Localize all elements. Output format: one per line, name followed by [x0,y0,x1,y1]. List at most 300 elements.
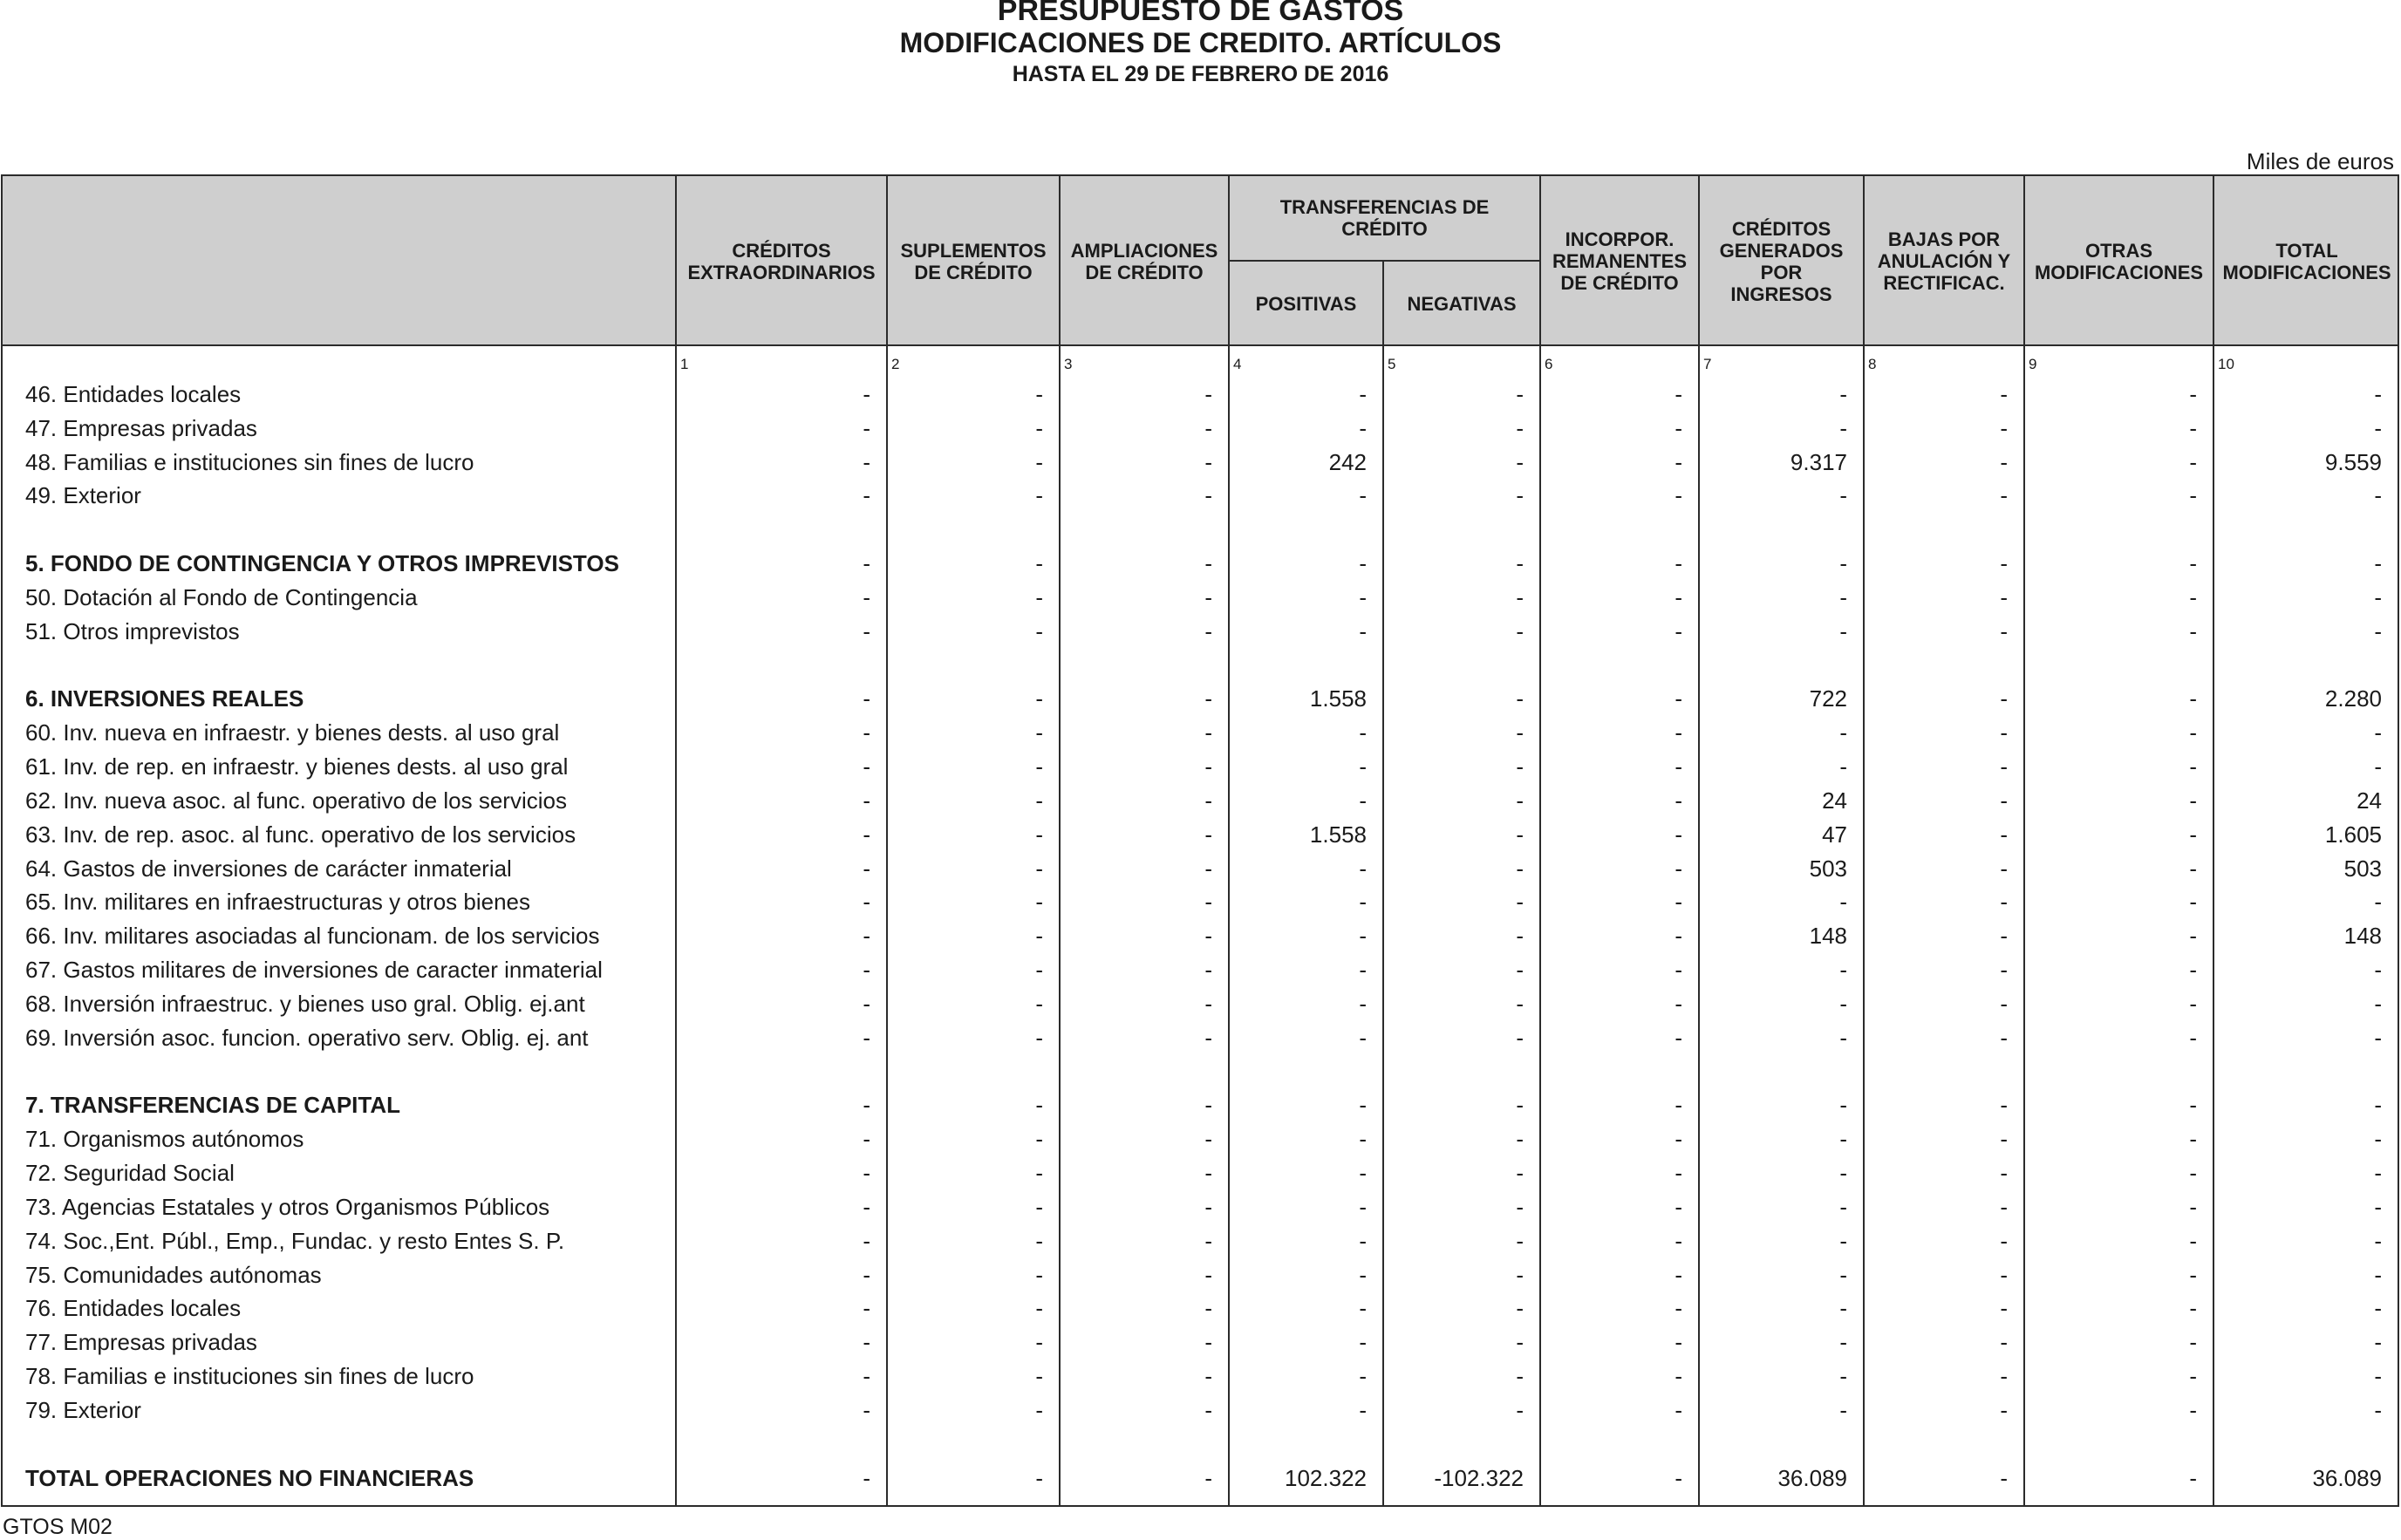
column-number: 5 [1388,356,1396,372]
value-cell: - [1359,787,1367,814]
value-cell: - [1675,1363,1682,1389]
value-cell: - [1839,415,1847,441]
table-header [3,176,2398,346]
value-cell: - [1035,685,1043,712]
value-cell: - [1839,550,1847,576]
value-cell: - [2000,1228,2008,1254]
value-cell: - [1516,1160,1524,1186]
value-cell: - [1516,991,1524,1017]
value-cell: 242 [1328,449,1367,475]
value-cell: -102.322 [1434,1465,1524,1491]
value-cell: - [1516,482,1524,508]
header-line: AMPLIACIONES [1070,239,1218,262]
value-cell: - [1035,991,1043,1017]
table-row [3,581,2398,614]
column-number: 1 [680,356,689,372]
value-cell: - [2189,719,2197,746]
value-cell: - [2374,381,2382,407]
value-cell: - [1516,1295,1524,1321]
section-row [3,547,2398,580]
header-line: INCORPOR. [1565,228,1675,250]
row-label: 46. Entidades locales [25,381,242,407]
value-cell: - [1035,719,1043,746]
column-number: 4 [1233,356,1242,372]
value-cell: - [863,1329,870,1355]
value-cell: - [1839,1363,1847,1389]
column-divider [1698,176,1700,1505]
value-cell: - [1675,1397,1682,1423]
value-cell: - [2000,719,2008,746]
value-cell: - [2000,1262,2008,1288]
value-cell: - [2374,415,2382,441]
row-label: 66. Inv. militares asociadas al funcionam. de los servicios [25,923,600,949]
value-cell: - [2189,1092,2197,1118]
value-cell: - [1359,381,1367,407]
report-title: PRESUPUESTO DE GASTOS [997,0,1404,27]
value-cell: - [1359,1295,1367,1321]
value-cell: - [1516,957,1524,983]
value-cell: - [1035,1397,1043,1423]
value-cell: 36.089 [1777,1465,1847,1491]
value-cell: - [1675,855,1682,882]
value-cell: - [1204,923,1212,949]
value-cell: - [2000,1194,2008,1220]
value-cell: - [2374,719,2382,746]
value-cell: - [1516,685,1524,712]
row-label: 79. Exterior [25,1397,141,1423]
value-cell: - [2374,957,2382,983]
table-row [3,446,2398,479]
row-label: 7. TRANSFERENCIAS DE CAPITAL [25,1092,400,1118]
col-header-bajas [1865,176,2023,346]
value-cell: - [2189,1465,2197,1491]
value-cell: - [2189,1363,2197,1389]
value-cell: - [1204,1262,1212,1288]
header-line: RECTIFICAC. [1883,272,2005,294]
value-cell: - [1675,1329,1682,1355]
value-cell: - [2189,753,2197,780]
value-cell: - [2189,618,2197,644]
value-cell: - [1675,1092,1682,1118]
col-header-total [2214,176,2399,346]
value-cell: - [2189,381,2197,407]
value-cell: - [2000,618,2008,644]
value-cell: - [863,449,870,475]
row-label: 78. Familias e instituciones sin fines de lucro [25,1363,474,1389]
column-divider [1539,176,1541,1505]
header-line: MODIFICACIONES [2222,261,2391,283]
value-cell: - [1675,1160,1682,1186]
value-cell: - [2374,1363,2382,1389]
value-cell: - [2000,787,2008,814]
value-cell: - [1035,1363,1043,1389]
value-cell: - [1359,1025,1367,1051]
value-cell: - [1204,482,1212,508]
value-cell: 722 [1809,685,1847,712]
value-cell: - [1204,618,1212,644]
value-cell: - [1359,855,1367,882]
table-row [3,1156,2398,1189]
table-row [3,412,2398,445]
value-cell: - [1839,889,1847,915]
value-cell: - [1675,415,1682,441]
value-cell: - [1204,753,1212,780]
column-number: 7 [1703,356,1712,372]
value-cell: - [1516,381,1524,407]
value-cell: - [1516,1092,1524,1118]
column-divider [886,176,888,1505]
value-cell: - [1359,1363,1367,1389]
value-cell: 1.605 [2324,821,2382,848]
value-cell: - [2189,889,2197,915]
col-header-positivas [1230,262,1382,346]
value-cell: - [1035,923,1043,949]
header-line: MODIFICACIONES [2034,261,2204,283]
value-cell: - [1035,1295,1043,1321]
value-cell: - [1839,753,1847,780]
value-cell: - [863,957,870,983]
value-cell: - [1839,618,1847,644]
col-header-negativas [1384,262,1539,346]
value-cell: - [1035,618,1043,644]
value-cell: - [1035,1329,1043,1355]
value-cell: - [2189,1262,2197,1288]
value-cell: - [863,550,870,576]
value-cell: - [1204,1329,1212,1355]
value-cell: - [1675,1194,1682,1220]
value-cell: - [1204,889,1212,915]
value-cell: - [1839,1228,1847,1254]
value-cell: - [2374,1160,2382,1186]
section-row [3,1088,2398,1121]
value-cell: - [2189,1160,2197,1186]
value-cell: - [1035,1025,1043,1051]
value-cell: - [1839,991,1847,1017]
col-header-creditos-generados [1700,176,1863,346]
header-line: EXTRAORDINARIOS [687,261,876,283]
value-cell: - [1035,415,1043,441]
value-cell: - [1516,415,1524,441]
row-label: 69. Inversión asoc. funcion. operativo serv. Oblig. ej. ant [25,1025,589,1051]
value-cell: - [1675,991,1682,1017]
column-number: 8 [1868,356,1877,372]
value-cell: - [1839,381,1847,407]
value-cell: - [2000,1329,2008,1355]
value-cell: - [1516,821,1524,848]
footer-code: GTOS M02 [3,1515,113,1539]
table-row [3,818,2398,851]
value-cell: 102.322 [1285,1465,1367,1491]
row-label: 51. Otros imprevistos [25,618,240,644]
value-cell: - [2189,685,2197,712]
value-cell: 24 [1822,787,1847,814]
column-number: 3 [1064,356,1073,372]
value-cell: - [1359,584,1367,610]
value-cell: - [1359,1126,1367,1152]
value-cell: - [2374,1194,2382,1220]
header-line: OTRAS [2085,239,2152,262]
value-cell: - [2000,1025,2008,1051]
value-cell: - [1359,1160,1367,1186]
value-cell: - [1516,1194,1524,1220]
value-cell: - [863,1262,870,1288]
col-header-transferencias [1230,176,1539,260]
row-label: 72. Seguridad Social [25,1160,235,1186]
value-cell: - [1035,855,1043,882]
value-cell: - [1204,1092,1212,1118]
value-cell: - [1035,449,1043,475]
value-cell: - [1675,923,1682,949]
value-cell: - [2189,821,2197,848]
table-row [3,1393,2398,1427]
value-cell: - [863,821,870,848]
value-cell: - [863,618,870,644]
value-cell: - [2374,1228,2382,1254]
row-label: 49. Exterior [25,482,141,508]
value-cell: - [1516,618,1524,644]
table-row [3,615,2398,648]
value-cell: - [2189,1194,2197,1220]
value-cell: - [1204,1228,1212,1254]
value-cell: - [1204,550,1212,576]
table-row [3,716,2398,749]
value-cell: 1.558 [1309,685,1367,712]
value-cell: - [1035,821,1043,848]
column-divider [1059,176,1061,1505]
col-header-incorporacion [1541,176,1698,346]
value-cell: - [1204,787,1212,814]
header-line: DE CRÉDITO [914,261,1033,283]
value-cell: - [1675,618,1682,644]
value-cell: - [2000,753,2008,780]
table-row [3,1325,2398,1359]
value-cell: - [1675,449,1682,475]
value-cell: - [2000,1092,2008,1118]
value-cell: - [863,685,870,712]
value-cell: - [2000,449,2008,475]
value-cell: 148 [1809,923,1847,949]
value-cell: - [2374,1262,2382,1288]
value-cell: - [2000,482,2008,508]
value-cell: - [1204,957,1212,983]
row-label: 63. Inv. de rep. asoc. al func. operativo de los servicios [25,821,576,848]
header-line: POSITIVAS [1255,293,1357,315]
value-cell: - [1675,381,1682,407]
table-row [3,1291,2398,1325]
column-number: 6 [1545,356,1553,372]
table-row [3,953,2398,986]
table-row [3,1359,2398,1393]
value-cell: - [1359,957,1367,983]
row-label: 75. Comunidades autónomas [25,1262,322,1288]
value-cell: - [1035,889,1043,915]
value-cell: - [1204,449,1212,475]
header-line: TOTAL [2275,239,2338,262]
value-cell: - [1516,855,1524,882]
value-cell: - [863,1363,870,1389]
section-row [3,1462,2398,1495]
col-header-suplementos [888,176,1059,346]
value-cell: - [1035,787,1043,814]
value-cell: - [2189,1126,2197,1152]
value-cell: - [1359,1329,1367,1355]
value-cell: - [1839,482,1847,508]
value-cell: - [1204,1397,1212,1423]
column-number: 10 [2218,356,2234,372]
value-cell: - [1359,550,1367,576]
row-label: 62. Inv. nueva asoc. al func. operativo de los servicios [25,787,567,814]
value-cell: - [863,415,870,441]
value-cell: - [1204,1160,1212,1186]
value-cell: 9.317 [1790,449,1847,475]
table-row [3,987,2398,1020]
value-cell: - [1035,753,1043,780]
value-cell: - [863,584,870,610]
header-line: GENERADOS [1719,239,1844,262]
value-cell: - [863,855,870,882]
value-cell: - [1359,415,1367,441]
value-cell: - [1035,482,1043,508]
value-cell: - [1839,1262,1847,1288]
row-label: 64. Gastos de inversiones de carácter inmaterial [25,855,512,882]
value-cell: - [1204,855,1212,882]
row-label: 47. Empresas privadas [25,415,257,441]
value-cell: - [1675,1295,1682,1321]
value-cell: - [863,1194,870,1220]
table-row [3,1021,2398,1054]
value-cell: - [1675,753,1682,780]
value-cell: - [1204,381,1212,407]
value-cell: - [1675,482,1682,508]
value-cell: - [1204,1295,1212,1321]
value-cell: - [1839,1329,1847,1355]
value-cell: - [863,1397,870,1423]
value-cell: - [1516,1126,1524,1152]
header-line: TRANSFERENCIAS DE [1279,196,1490,218]
col-header-otras [2025,176,2213,346]
value-cell: - [1359,753,1367,780]
row-label: 5. FONDO DE CONTINGENCIA Y OTROS IMPREVISTOS [25,550,619,576]
value-cell: - [2000,1363,2008,1389]
row-label: 61. Inv. de rep. en infraestr. y bienes dests. al uso gral [25,753,569,780]
header-line: CRÉDITOS [1731,217,1831,240]
value-cell: - [863,381,870,407]
table-row [3,378,2398,411]
value-cell: - [2000,991,2008,1017]
table-row [3,750,2398,783]
value-cell: - [1675,821,1682,848]
value-cell: - [1035,550,1043,576]
budget-table [1,174,2399,1507]
value-cell: - [2189,1228,2197,1254]
value-cell: - [1839,1295,1847,1321]
value-cell: - [1035,584,1043,610]
value-cell: - [2000,550,2008,576]
value-cell: - [1359,991,1367,1017]
value-cell: - [1035,1262,1043,1288]
value-cell: - [1675,787,1682,814]
row-label: TOTAL OPERACIONES NO FINANCIERAS [25,1465,474,1491]
value-cell: - [1204,991,1212,1017]
value-cell: - [2374,1025,2382,1051]
header-line: SUPLEMENTOS [900,239,1047,262]
value-cell: - [1204,415,1212,441]
value-cell: - [863,1025,870,1051]
value-cell: - [2189,482,2197,508]
col-header-ampliaciones [1061,176,1228,346]
value-cell: - [1516,1329,1524,1355]
value-cell: - [863,1092,870,1118]
value-cell: - [1839,1397,1847,1423]
value-cell: - [1516,449,1524,475]
value-cell: - [1675,719,1682,746]
value-cell: - [1516,1397,1524,1423]
transfer-divider [1228,260,1541,262]
value-cell: - [1675,1126,1682,1152]
report-date: HASTA EL 29 DE FEBRERO DE 2016 [1012,62,1389,86]
value-cell: - [863,719,870,746]
value-cell: - [1359,889,1367,915]
row-label: 67. Gastos militares de inversiones de caracter inmaterial [25,957,603,983]
value-cell: - [2189,1329,2197,1355]
value-cell: 503 [2343,855,2382,882]
value-cell: - [1516,889,1524,915]
header-line: CRÉDITO [1341,218,1428,240]
value-cell: - [1516,719,1524,746]
units-label: Miles de euros [2246,148,2394,174]
value-cell: - [1204,685,1212,712]
value-cell: - [1204,1465,1212,1491]
table-row [3,479,2398,512]
header-line: REMANENTES [1552,250,1687,272]
value-cell: - [1359,1228,1367,1254]
value-cell: - [1516,1228,1524,1254]
value-cell: - [1359,719,1367,746]
value-cell: - [1359,1092,1367,1118]
value-cell: - [2000,889,2008,915]
value-cell: - [1675,1262,1682,1288]
row-label: 76. Entidades locales [25,1295,242,1321]
value-cell: - [863,1465,870,1491]
value-cell: - [1839,1092,1847,1118]
value-cell: - [863,1228,870,1254]
row-label: 6. INVERSIONES REALES [25,685,304,712]
value-cell: - [1675,1465,1682,1491]
value-cell: - [1204,584,1212,610]
value-cell: - [1359,482,1367,508]
header-line: INGRESOS [1730,283,1832,305]
value-cell: - [1359,1194,1367,1220]
value-cell: - [1839,1160,1847,1186]
value-cell: - [2374,753,2382,780]
value-cell: - [2374,584,2382,610]
value-cell: - [1839,719,1847,746]
value-cell: - [2189,415,2197,441]
col-header-creditos-extraordinarios [677,176,886,346]
value-cell: - [2000,415,2008,441]
value-cell: - [1359,1397,1367,1423]
value-cell: - [2189,449,2197,475]
row-label: 68. Inversión infraestruc. y bienes uso gral. Oblig. ej.ant [25,991,585,1017]
value-cell: - [2189,855,2197,882]
value-cell: - [2000,1160,2008,1186]
value-cell: - [1675,685,1682,712]
value-cell: - [863,889,870,915]
value-cell: - [1035,1465,1043,1491]
row-label: 48. Familias e instituciones sin fines de lucro [25,449,474,475]
table-row [3,1190,2398,1223]
header-line: CRÉDITOS [732,239,831,262]
